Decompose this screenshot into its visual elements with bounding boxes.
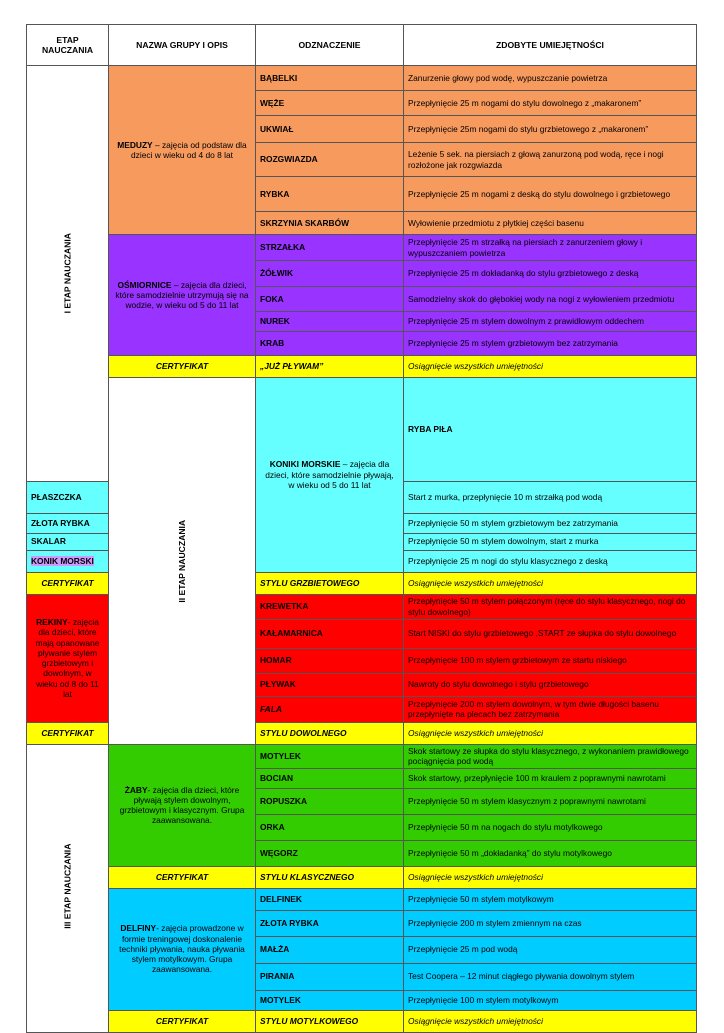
table-row — [27, 235, 697, 261]
certificate-badge: STYLU MOTYLKOWEGO — [256, 1010, 404, 1032]
skill-text: Przepłynięcie 50 m stylem połączonym (ręce do stylu klasycznego, nogi do stylu dowolnego) — [404, 594, 697, 619]
header-umiejetnosci: ZDOBYTE UMIEJĘTNOŚCI — [404, 25, 697, 66]
etap-3-label: III ETAP NAUCZANIA — [62, 843, 73, 929]
header-row — [27, 25, 697, 66]
group-osmiornice — [109, 235, 256, 356]
swimming-levels-table — [26, 24, 697, 1033]
certificate-badge: STYLU GRZBIETOWEGO — [256, 572, 404, 594]
table-row — [27, 378, 697, 482]
skill-text: Przepłynięcie 50 m stylem motylkowym — [404, 888, 697, 910]
certificate-skill: Osiągnięcie wszystkich umiejętności — [404, 866, 697, 888]
skill-text: Przepłynięcie 25 m nogami do stylu dowolnego z „makaronem” — [404, 91, 697, 116]
badge-name: STRZAŁKA — [256, 235, 404, 261]
skill-text: Przepłynięcie 25 m strzałką na piersiach z zanurzeniem głowy i wypuszczaniem powietrza — [404, 235, 697, 261]
group-delfiny — [109, 888, 256, 1010]
certificate-skill: Osiągnięcie wszystkich umiejętności — [404, 1010, 697, 1032]
badge-name: FALA — [256, 696, 404, 722]
badge-name: RYBA PIŁA — [404, 378, 697, 482]
certificate-title: CERTYFIKAT — [109, 1010, 256, 1032]
header-grupa: NAZWA GRUPY I OPIS — [109, 25, 256, 66]
skill-text: Nawroty do stylu dowolnego i stylu grzbietowego — [404, 673, 697, 696]
badge-name: MOTYLEK — [256, 744, 404, 768]
skill-text: Przepłynięcie 25 m pod wodą — [404, 936, 697, 963]
group-desc: - zajęcia dla dzieci, które mają opanowane pływanie stylem grzbietowym i dowolnym, w wieku od 8 do 11 lat — [35, 617, 100, 699]
certificate-skill: Osiągnięcie wszystkich umiejętności — [404, 572, 697, 594]
table-row — [27, 66, 697, 91]
skill-text: Start NISKI do stylu grzbietowego ,START ze słupka do stylu dowolnego — [404, 619, 697, 648]
certificate-badge: STYLU DOWOLNEGO — [256, 722, 404, 744]
skill-text: Leżenie 5 sek. na piersiach z głową zanurzoną pod wodą, ręce i nogi rozłożone jak rozgwiazda — [404, 143, 697, 177]
certificate-title: CERTYFIKAT — [109, 356, 256, 378]
header-etap: ETAP NAUCZANIA — [27, 25, 109, 66]
group-name: OŚMIORNICE — [117, 279, 172, 290]
badge-name: RYBKA — [256, 177, 404, 212]
badge-name: SKALAR — [27, 533, 109, 550]
skill-text: Przepłynięcie 25 m stylem dowolnym z prawidłowym oddechem — [404, 312, 697, 332]
badge-name: UKWIAŁ — [256, 116, 404, 143]
group-rekiny — [27, 594, 109, 722]
header-odznaczenie: ODZNACZENIE — [256, 25, 404, 66]
etap-1-cell — [27, 66, 109, 482]
certificate-badge: STYLU KLASYCZNEGO — [256, 866, 404, 888]
badge-highlight: KONIK MORSKI — [31, 555, 94, 566]
skill-text: Skok startowy ze słupka do stylu klasycznego, z wykonaniem prawidłowego pociągnięcia pod wodą — [404, 744, 697, 768]
skill-text: Przepłynięcie 50 m na nogach do stylu motylkowego — [404, 814, 697, 840]
skill-text: Samodzielny skok do głębokiej wody na nogi z wyłowieniem przedmiotu — [404, 287, 697, 312]
certificate-row — [27, 356, 697, 378]
badge-name: ROZGWIAZDA — [256, 143, 404, 177]
certificate-row — [27, 1010, 697, 1032]
certificate-title: CERTYFIKAT — [27, 722, 109, 744]
group-zaby — [109, 744, 256, 866]
group-desc: – zajęcia od podstaw dla dzieci w wieku od 4 do 8 lat — [131, 139, 247, 160]
group-name: DELFINY — [120, 923, 157, 934]
badge-name: KRAB — [256, 332, 404, 356]
etap-1-label: I ETAP NAUCZANIA — [62, 233, 73, 314]
group-name: MEDUZY — [117, 139, 153, 150]
table-row — [27, 744, 697, 768]
group-desc: – zajęcia dla dzieci, które samodzielnie pływają, w wieku od 5 do 11 lat — [265, 459, 394, 490]
skill-text: Przepłynięcie 50 m stylem grzbietowym bez zatrzymania — [404, 513, 697, 533]
group-name: KONIKI MORSKIE — [269, 459, 341, 470]
skill-text: Przepłynięcie 25 m nogami z deską do stylu dowolnego i grzbietowego — [404, 177, 697, 212]
skill-text: Przepłynięcie 50 m stylem dowolnym, start z murka — [404, 533, 697, 550]
group-desc: – zajęcia dla dzieci, które samodzielnie utrzymują się na wodzie, w wieku od 5 do 11 lat — [115, 279, 249, 311]
etap-2-cell — [109, 378, 256, 745]
badge-name: PŁASZCZKA — [27, 481, 109, 513]
skill-text: Skok startowy, przepłynięcie 100 m kraulem z poprawnymi nawrotami — [404, 768, 697, 788]
skill-text: Przepłynięcie 100 m stylem motylkowym — [404, 990, 697, 1010]
group-desc: - zajęcia dla dzieci, które pływają stylem dowolnym, grzbietowym i klasycznym. Grupa zaawansowana. — [119, 784, 245, 826]
skill-text: Przepłynięcie 200 m stylem dowolnym, w tym dwie długości basenu przepłynięte na plecach bez zatrzymania — [404, 696, 697, 722]
badge-name: BĄBELKI — [256, 66, 404, 91]
skill-text: Przepłynięcie 25 m stylem grzbietowym bez zatrzymania — [404, 332, 697, 356]
table-row — [27, 888, 697, 910]
group-desc: - zajęcia prowadzone w formie treningowej doskonalenie techniki pływania, nauka pływania stylem motylkowym. Grupa zaawansowana. — [119, 923, 245, 975]
certificate-badge: „JUŻ PŁYWAM” — [256, 356, 404, 378]
badge-name: KREWETKA — [256, 594, 404, 619]
certificate-row — [27, 866, 697, 888]
skill-text: Przepłynięcie 25m nogami do stylu grzbietowego z „makaronem” — [404, 116, 697, 143]
skill-text: Przepłynięcie 25 m dokładanką do stylu grzbietowego z deską — [404, 261, 697, 287]
badge-name: PŁYWAK — [256, 673, 404, 696]
badge-name — [27, 550, 109, 572]
badge-name: MAŁŻA — [256, 936, 404, 963]
skill-text: Przepłynięcie 100 m stylem grzbietowym ze startu niskiego — [404, 648, 697, 673]
group-meduzy — [109, 66, 256, 235]
skill-text: Start z murka, przepłynięcie 10 m strzałką pod wodą — [404, 481, 697, 513]
badge-name: DELFINEK — [256, 888, 404, 910]
skill-text: Przepłynięcie 200 m stylem zmiennym na czas — [404, 910, 697, 936]
badge-name: ORKA — [256, 814, 404, 840]
badge-name: ROPUSZKA — [256, 788, 404, 814]
badge-name: BOCIAN — [256, 768, 404, 788]
badge-name: PIRANIA — [256, 963, 404, 990]
badge-name: ZŁOTA RYBKA — [256, 910, 404, 936]
etap-2-label: II ETAP NAUCZANIA — [176, 519, 187, 603]
badge-name: SKRZYNIA SKARBÓW — [256, 212, 404, 235]
badge-name: WĘŻE — [256, 91, 404, 116]
badge-name: FOKA — [256, 287, 404, 312]
badge-name: ZŁOTA RYBKA — [27, 513, 109, 533]
badge-name: HOMAR — [256, 648, 404, 673]
skill-text: Zanurzenie głowy pod wodę, wypuszczanie powietrza — [404, 66, 697, 91]
skill-text: Test Coopera – 12 minut ciągłego pływania dowolnym stylem — [404, 963, 697, 990]
badge-name: NUREK — [256, 312, 404, 332]
badge-name: ŻÓŁWIK — [256, 261, 404, 287]
certificate-title: CERTYFIKAT — [109, 866, 256, 888]
group-name: REKINY — [36, 617, 68, 627]
skill-text: Przepłynięcie 50 m „dokładanką” do stylu motylkowego — [404, 840, 697, 866]
skill-text: Przepłynięcie 50 m stylem klasycznym z poprawnymi nawrotami — [404, 788, 697, 814]
etap-3-cell — [27, 744, 109, 1032]
badge-name: WĘGORZ — [256, 840, 404, 866]
badge-name: MOTYLEK — [256, 990, 404, 1010]
certificate-skill: Osiągnięcie wszystkich umiejętności — [404, 356, 697, 378]
skill-text: Przepłynięcie 25 m nogi do stylu klasycznego z deską — [404, 550, 697, 572]
certificate-skill: Osiągnięcie wszystkich umiejętności — [404, 722, 697, 744]
skill-text: Wyłowienie przedmiotu z płytkiej części basenu — [404, 212, 697, 235]
group-koniki — [256, 378, 404, 573]
group-name: ŻABY — [124, 784, 148, 795]
certificate-title: CERTYFIKAT — [27, 572, 109, 594]
badge-name: KAŁAMARNICA — [256, 619, 404, 648]
